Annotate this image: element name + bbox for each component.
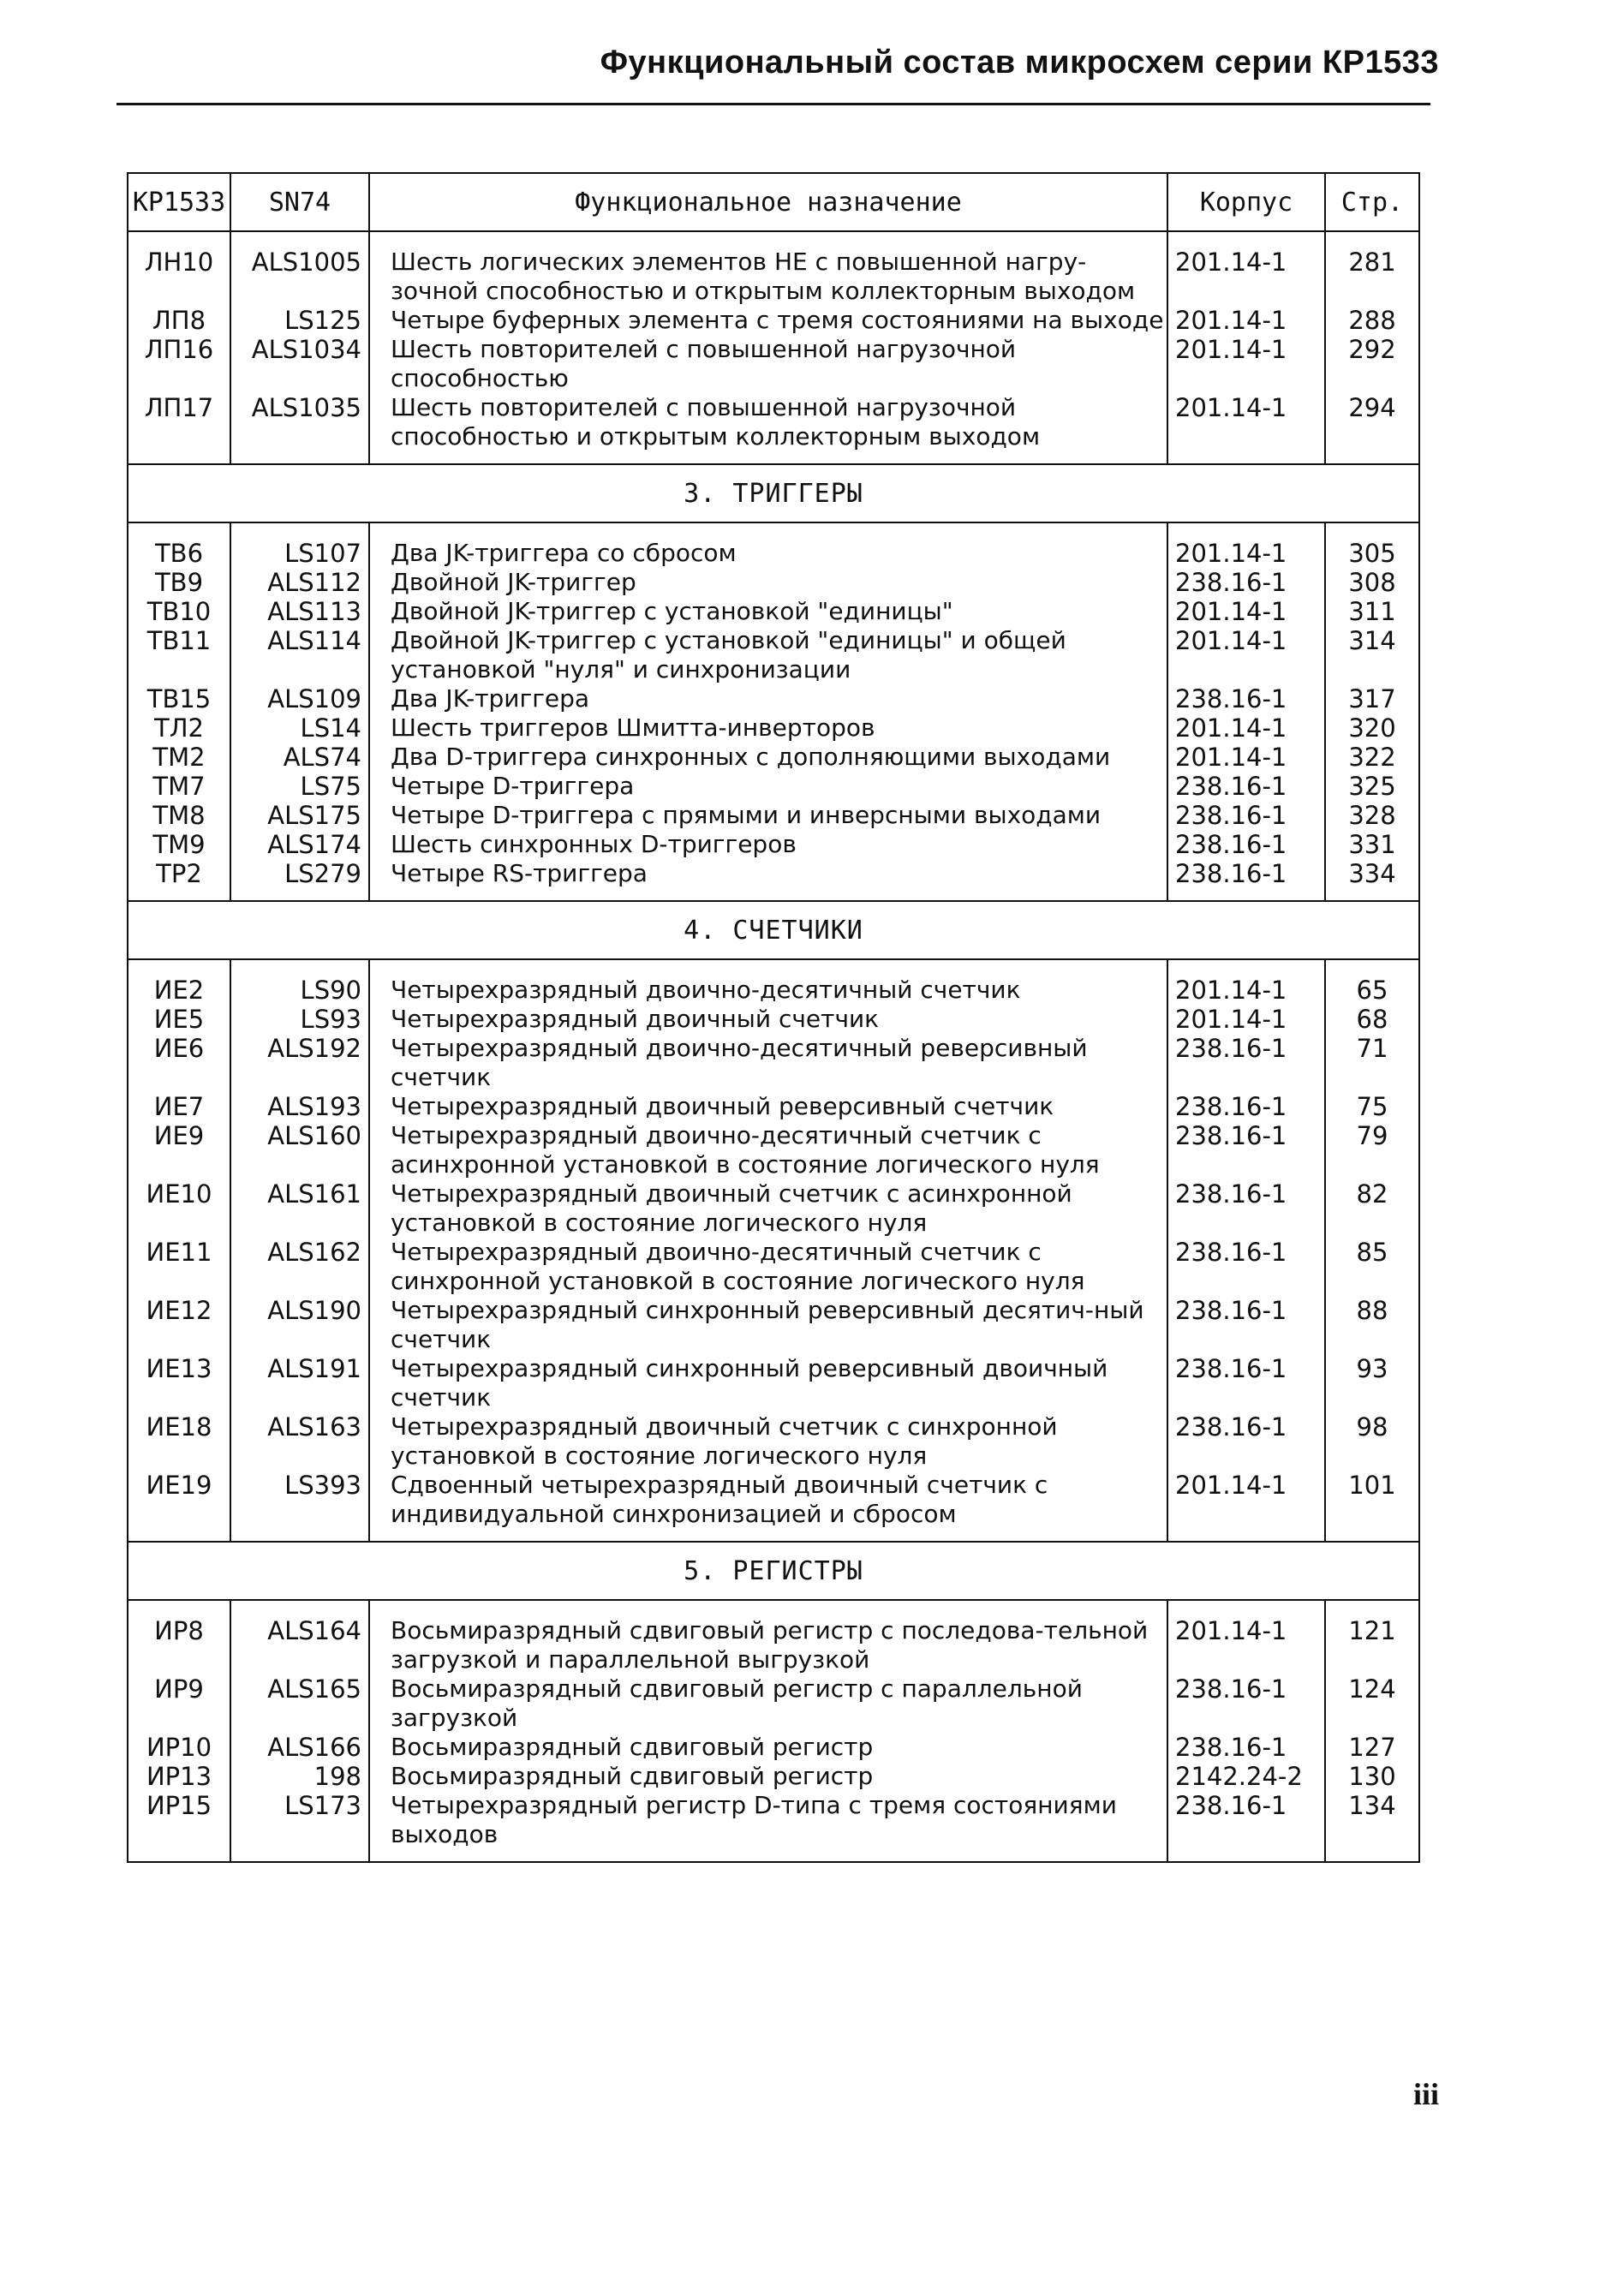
page-ref-cell: 98 <box>1325 1412 1419 1471</box>
function-cell: Двойной JK-триггер с установкой "единицы" и общей установкой "нуля" и синхронизации <box>369 626 1167 684</box>
table-row <box>128 772 1419 801</box>
table-header-row <box>128 173 1419 231</box>
table-row <box>128 1179 1419 1238</box>
table-row <box>128 626 1419 684</box>
function-cell: Шесть триггеров Шмитта-инверторов <box>369 713 1167 743</box>
function-cell: Два JK-триггера со сбросом <box>369 522 1167 568</box>
function-cell: Четырехразрядный синхронный реверсивный десятич-ный счетчик <box>369 1296 1167 1354</box>
sn74-cell: ALS175 <box>230 801 369 830</box>
part-code-cell: ТЛ2 <box>128 713 230 743</box>
function-cell: Двойной JK-триггер <box>369 568 1167 597</box>
part-code-cell: ЛН10 <box>128 231 230 306</box>
package-cell: 201.14-1 <box>1167 597 1325 626</box>
function-cell: Два D-триггера синхронных с дополняющими выходами <box>369 743 1167 772</box>
sn74-cell: ALS1034 <box>230 335 369 393</box>
sn74-cell: ALS74 <box>230 743 369 772</box>
function-cell: Четырехразрядный двоичный счетчик с асинхронной установкой в состояние логического нуля <box>369 1179 1167 1238</box>
page-ref-cell: 93 <box>1325 1354 1419 1412</box>
section-header-row <box>128 464 1419 522</box>
function-cell: Четыре буферных элемента с тремя состояниями на выходе <box>369 306 1167 335</box>
package-cell: 238.16-1 <box>1167 1179 1325 1238</box>
package-cell: 238.16-1 <box>1167 1412 1325 1471</box>
part-code-cell: ИЕ11 <box>128 1238 230 1296</box>
page-ref-cell: 281 <box>1325 231 1419 306</box>
section-title: 5. РЕГИСТРЫ <box>128 1542 1419 1600</box>
sn74-cell: ALS113 <box>230 597 369 626</box>
function-cell: Восьмиразрядный сдвиговый регистр <box>369 1733 1167 1762</box>
sn74-cell: ALS112 <box>230 568 369 597</box>
function-cell: Четырехразрядный двоичный счетчик <box>369 1005 1167 1034</box>
table-row <box>128 830 1419 859</box>
function-cell: Четырехразрядный двоично-десятичный счетчик с синхронной установкой в состояние логического нуля <box>369 1238 1167 1296</box>
sn74-cell: LS75 <box>230 772 369 801</box>
function-cell: Четырехразрядный двоичный счетчик с синхронной установкой в состояние логического нуля <box>369 1412 1167 1471</box>
package-cell: 238.16-1 <box>1167 830 1325 859</box>
table-row <box>128 1412 1419 1471</box>
part-code-cell: ИЕ6 <box>128 1034 230 1092</box>
sn74-cell: LS14 <box>230 713 369 743</box>
table-row <box>128 684 1419 713</box>
page-ref-cell: 331 <box>1325 830 1419 859</box>
sn74-cell: ALS166 <box>230 1733 369 1762</box>
sn74-cell: ALS114 <box>230 626 369 684</box>
page-ref-cell: 79 <box>1325 1121 1419 1179</box>
function-cell: Два JK-триггера <box>369 684 1167 713</box>
sn74-cell: LS125 <box>230 306 369 335</box>
package-cell: 201.14-1 <box>1167 335 1325 393</box>
table-row <box>128 1034 1419 1092</box>
sn74-cell: LS107 <box>230 522 369 568</box>
package-cell: 238.16-1 <box>1167 1733 1325 1762</box>
header-package: Корпус <box>1167 173 1325 231</box>
function-cell: Восьмиразрядный сдвиговый регистр <box>369 1762 1167 1791</box>
part-code-cell: ЛП8 <box>128 306 230 335</box>
part-code-cell: ИР8 <box>128 1600 230 1674</box>
package-cell: 201.14-1 <box>1167 1005 1325 1034</box>
package-cell: 201.14-1 <box>1167 713 1325 743</box>
sn74-cell: ALS160 <box>230 1121 369 1179</box>
header-sn74: SN74 <box>230 173 369 231</box>
section-title: 3. ТРИГГЕРЫ <box>128 464 1419 522</box>
page-ref-cell: 294 <box>1325 393 1419 464</box>
package-cell: 238.16-1 <box>1167 1354 1325 1412</box>
table-row <box>128 713 1419 743</box>
sn74-cell: ALS191 <box>230 1354 369 1412</box>
page-ref-cell: 82 <box>1325 1179 1419 1238</box>
sn74-cell: ALS1005 <box>230 231 369 306</box>
part-code-cell: ЛП17 <box>128 393 230 464</box>
package-cell: 238.16-1 <box>1167 684 1325 713</box>
sn74-cell: ALS164 <box>230 1600 369 1674</box>
part-code-cell: ТМ9 <box>128 830 230 859</box>
function-cell: Четырехразрядный двоично-десятичный счетчик <box>369 959 1167 1005</box>
page-ref-cell: 305 <box>1325 522 1419 568</box>
package-cell: 238.16-1 <box>1167 772 1325 801</box>
part-code-cell: ИЕ2 <box>128 959 230 1005</box>
page-ref-cell: 130 <box>1325 1762 1419 1791</box>
package-cell: 238.16-1 <box>1167 1238 1325 1296</box>
package-cell: 201.14-1 <box>1167 306 1325 335</box>
page-ref-cell: 124 <box>1325 1674 1419 1733</box>
part-code-cell: ТМ2 <box>128 743 230 772</box>
package-cell: 238.16-1 <box>1167 859 1325 901</box>
sn74-cell: 198 <box>230 1762 369 1791</box>
part-code-cell: ИЕ10 <box>128 1179 230 1238</box>
part-code-cell: ИЕ12 <box>128 1296 230 1354</box>
table-row <box>128 1354 1419 1412</box>
sn74-cell: ALS109 <box>230 684 369 713</box>
package-cell: 238.16-1 <box>1167 1034 1325 1092</box>
sn74-cell: ALS193 <box>230 1092 369 1121</box>
sn74-cell: LS393 <box>230 1471 369 1542</box>
part-code-cell: ИР9 <box>128 1674 230 1733</box>
table-row <box>128 1674 1419 1733</box>
part-code-cell: ТМ8 <box>128 801 230 830</box>
page-ref-cell: 317 <box>1325 684 1419 713</box>
part-code-cell: ТВ11 <box>128 626 230 684</box>
table-row <box>128 306 1419 335</box>
page-ref-cell: 322 <box>1325 743 1419 772</box>
page-ref-cell: 320 <box>1325 713 1419 743</box>
header-function: Функциональное назначение <box>369 173 1167 231</box>
package-cell: 238.16-1 <box>1167 1791 1325 1862</box>
header-page: Стр. <box>1325 173 1419 231</box>
sn74-cell: LS93 <box>230 1005 369 1034</box>
function-cell: Шесть повторителей с повышенной нагрузочной способностью <box>369 335 1167 393</box>
function-cell: Четырехразрядный двоично-десятичный реверсивный счетчик <box>369 1034 1167 1092</box>
part-code-cell: ИЕ7 <box>128 1092 230 1121</box>
package-cell: 2142.24-2 <box>1167 1762 1325 1791</box>
section-header-row <box>128 901 1419 959</box>
page-ref-cell: 325 <box>1325 772 1419 801</box>
table-row <box>128 959 1419 1005</box>
part-code-cell: ИР10 <box>128 1733 230 1762</box>
table-row <box>128 1005 1419 1034</box>
page-ref-cell: 292 <box>1325 335 1419 393</box>
package-cell: 238.16-1 <box>1167 1092 1325 1121</box>
page-ref-cell: 314 <box>1325 626 1419 684</box>
table-row <box>128 1791 1419 1862</box>
function-cell: Шесть синхронных D-триггеров <box>369 830 1167 859</box>
table-row <box>128 568 1419 597</box>
page-number: iii <box>1412 2077 1439 2111</box>
sn74-cell: LS173 <box>230 1791 369 1862</box>
function-cell: Сдвоенный четырехразрядный двоичный счетчик с индивидуальной синхронизацией и сбросом <box>369 1471 1167 1542</box>
sn74-cell: ALS1035 <box>230 393 369 464</box>
function-cell: Четырехразрядный двоично-десятичный счетчик с асинхронной установкой в состояние логического нуля <box>369 1121 1167 1179</box>
page-ref-cell: 88 <box>1325 1296 1419 1354</box>
sn74-cell: ALS192 <box>230 1034 369 1092</box>
title-rule <box>116 103 1430 105</box>
page-ref-cell: 127 <box>1325 1733 1419 1762</box>
part-code-cell: ТВ6 <box>128 522 230 568</box>
table-body <box>128 231 1419 1862</box>
sn74-cell: ALS161 <box>230 1179 369 1238</box>
package-cell: 201.14-1 <box>1167 522 1325 568</box>
page-ref-cell: 85 <box>1325 1238 1419 1296</box>
sn74-cell: LS279 <box>230 859 369 901</box>
package-cell: 238.16-1 <box>1167 1121 1325 1179</box>
table-row <box>128 801 1419 830</box>
function-cell: Четырехразрядный двоичный реверсивный счетчик <box>369 1092 1167 1121</box>
package-cell: 201.14-1 <box>1167 1471 1325 1542</box>
page-ref-cell: 121 <box>1325 1600 1419 1674</box>
part-code-cell: ТМ7 <box>128 772 230 801</box>
table-row <box>128 231 1419 306</box>
page-title: Функциональный состав микросхем серии КР1533 <box>600 45 1439 81</box>
function-cell: Четыре D-триггера с прямыми и инверсными выходами <box>369 801 1167 830</box>
function-cell: Двойной JK-триггер с установкой "единицы" <box>369 597 1167 626</box>
page-ref-cell: 134 <box>1325 1791 1419 1862</box>
page-ref-cell: 68 <box>1325 1005 1419 1034</box>
function-cell: Четырехразрядный синхронный реверсивный двоичный счетчик <box>369 1354 1167 1412</box>
table-row <box>128 1121 1419 1179</box>
section-header-row <box>128 1542 1419 1600</box>
package-cell: 201.14-1 <box>1167 743 1325 772</box>
part-code-cell: ИЕ13 <box>128 1354 230 1412</box>
function-cell: Шесть повторителей с повышенной нагрузочной способностью и открытым коллекторным выходом <box>369 393 1167 464</box>
function-cell: Шесть логических элементов НЕ с повышенной нагру-зочной способностью и открытым коллекторным выходом <box>369 231 1167 306</box>
part-code-cell: ТВ15 <box>128 684 230 713</box>
part-code-cell: ИЕ19 <box>128 1471 230 1542</box>
page-ref-cell: 101 <box>1325 1471 1419 1542</box>
section-title: 4. СЧЕТЧИКИ <box>128 901 1419 959</box>
sn74-cell: ALS174 <box>230 830 369 859</box>
page-ref-cell: 288 <box>1325 306 1419 335</box>
table-row <box>128 859 1419 901</box>
package-cell: 238.16-1 <box>1167 568 1325 597</box>
table-row <box>128 743 1419 772</box>
table-row <box>128 1600 1419 1674</box>
page-ref-cell: 75 <box>1325 1092 1419 1121</box>
page-ref-cell: 308 <box>1325 568 1419 597</box>
function-cell: Восьмиразрядный сдвиговый регистр с последова-тельной загрузкой и параллельной выгрузкой <box>369 1600 1167 1674</box>
package-cell: 238.16-1 <box>1167 1296 1325 1354</box>
table-row <box>128 335 1419 393</box>
part-code-cell: ИР15 <box>128 1791 230 1862</box>
part-code-cell: ТВ10 <box>128 597 230 626</box>
table-row <box>128 1092 1419 1121</box>
function-cell: Восьмиразрядный сдвиговый регистр с параллельной загрузкой <box>369 1674 1167 1733</box>
sn74-cell: ALS162 <box>230 1238 369 1296</box>
table-row <box>128 393 1419 464</box>
table-row <box>128 1471 1419 1542</box>
part-code-cell: ИЕ18 <box>128 1412 230 1471</box>
package-cell: 201.14-1 <box>1167 231 1325 306</box>
part-code-cell: ТР2 <box>128 859 230 901</box>
package-cell: 201.14-1 <box>1167 1600 1325 1674</box>
header-kr1533: КР1533 <box>128 173 230 231</box>
table-row <box>128 1238 1419 1296</box>
function-cell: Четыре D-триггера <box>369 772 1167 801</box>
part-code-cell: ЛП16 <box>128 335 230 393</box>
package-cell: 238.16-1 <box>1167 801 1325 830</box>
package-cell: 238.16-1 <box>1167 1674 1325 1733</box>
function-cell: Четырехразрядный регистр D-типа с тремя состояниями выходов <box>369 1791 1167 1862</box>
package-cell: 201.14-1 <box>1167 393 1325 464</box>
table-row <box>128 522 1419 568</box>
table-row <box>128 1762 1419 1791</box>
table-row <box>128 597 1419 626</box>
page-ref-cell: 334 <box>1325 859 1419 901</box>
sn74-cell: ALS163 <box>230 1412 369 1471</box>
page-ref-cell: 311 <box>1325 597 1419 626</box>
part-code-cell: ТВ9 <box>128 568 230 597</box>
part-code-cell: ИР13 <box>128 1762 230 1791</box>
page-ref-cell: 65 <box>1325 959 1419 1005</box>
package-cell: 201.14-1 <box>1167 626 1325 684</box>
sn74-cell: LS90 <box>230 959 369 1005</box>
part-code-cell: ИЕ5 <box>128 1005 230 1034</box>
package-cell: 201.14-1 <box>1167 959 1325 1005</box>
table-row <box>128 1296 1419 1354</box>
table-row <box>128 1733 1419 1762</box>
function-cell: Четыре RS-триггера <box>369 859 1167 901</box>
sn74-cell: ALS190 <box>230 1296 369 1354</box>
components-table <box>127 172 1420 1863</box>
part-code-cell: ИЕ9 <box>128 1121 230 1179</box>
page-ref-cell: 328 <box>1325 801 1419 830</box>
sn74-cell: ALS165 <box>230 1674 369 1733</box>
page-ref-cell: 71 <box>1325 1034 1419 1092</box>
